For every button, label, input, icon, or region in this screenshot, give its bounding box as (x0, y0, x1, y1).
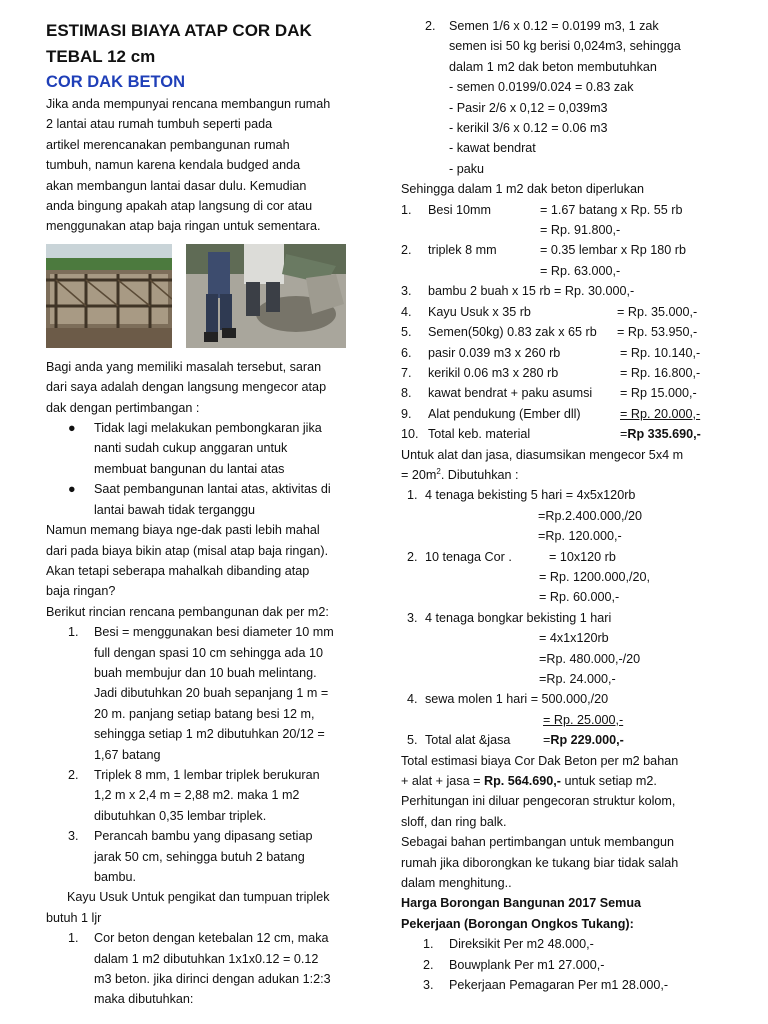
semen-list (401, 16, 723, 179)
workers-pouring-concrete-photo (186, 244, 346, 348)
labor-list (401, 485, 723, 750)
list-item: 2. Triplek 8 mm, 1 lembar triplek berukuran 1,2 m x 2,4 m = 2,88 m2. maka 1 m2 dibutuhkan 0,35 lembar triplek. (68, 767, 320, 823)
list-item: 6. pasir 0.039 m3 x 260 rb = Rp. 10.140,- (401, 345, 701, 360)
list-item: 9. Alat pendukung (Ember dll) = Rp. 20.000,- (401, 406, 701, 421)
consider-paragraph: Sebagai bahan pertimbangan untuk membangun rumah jika diborongkan ke tukang biar tidak salah dalam menghitung.. (401, 835, 679, 891)
list-item: 1. Besi 10mm = 1.67 batang x Rp. 55 rb = Rp. 91.800,- (401, 202, 683, 238)
beton-list (46, 928, 370, 1010)
harga-list (401, 934, 723, 995)
plan-list (46, 622, 370, 887)
however-paragraph: Namun memang biaya nge-dak pasti lebih mahal dari pada biaya bikin atap (misal atap baja ringan). Akan tetapi seberapa mahalkah dibanding atap baja ringan? Berikut rincian rencana pembangunan dak per m2: (46, 523, 329, 619)
needed-heading: Sehingga dalam 1 m2 dak beton diperlukan (401, 182, 644, 197)
list-item: 5. Total alat &jasa = Rp 229.000,- (401, 730, 723, 750)
list-item: 7. kerikil 0.06 m3 x 280 rb = Rp. 16.800,- (401, 365, 701, 380)
list-item: 3. 4 tenaga bongkar bekisting 1 hari = 4x1x120rb =Rp. 480.000,-/20 =Rp. 24.000,- (407, 610, 641, 686)
list-item: 2. Semen 1/6 x 0.12 = 0.0199 m3, 1 zak semen isi 50 kg berisi 0,024m3, sehingga dalam 1 m2 dak beton membutuhkan - semen 0.0199/0.024 = 0.83 zak - Pasir 2/6 x 0,12 = 0,039m3 - kerikil 3/6 x 0.12 = 0.06 m3 - kawat bendrat - paku (425, 19, 681, 176)
page-title: ESTIMASI BIAYA ATAP COR DAK TEBAL 12 cm (46, 21, 312, 66)
exclusion-paragraph: Perhitungan ini diluar pengecoran struktur kolom, sloff, dan ring balk. (401, 794, 676, 829)
labor-intro: Untuk alat dan jasa, diasumsikan mengecor 5x4 m = $20m^2$. Dibutuhkan : (401, 447, 684, 482)
list-item: ● Saat pembangunan lantai atas, aktivitas di lantai bawah tidak terganggu (46, 479, 370, 520)
list-item: 4. Kayu Usuk x 35 rb = Rp. 35.000,- (401, 304, 698, 319)
photo-row (46, 244, 370, 354)
list-item: 1. Direksikit Per m2 48.000,- (423, 937, 594, 952)
list-item: 3. Pekerjaan Pemagaran Per m1 28.000,- (423, 978, 669, 993)
list-item: 1. Cor beton dengan ketebalan 12 cm, maka dalam 1 m2 dibutuhkan 1x1x0.12 = 0.12 m3 beton. jika dirinci dengan adukan 1:2:3 maka dibutuhkan: (68, 931, 331, 1007)
list-item: 10. Total keb. material = Rp 335.690,- (401, 424, 723, 444)
list-item: 3. Perancah bambu yang dipasang setiap jarak 50 cm, sehingga butuh 2 batang bambu. (68, 829, 313, 884)
harga-heading: Harga Borongan Bangunan 2017 Semua Pekerjaan (Borongan Ongkos Tukang): (401, 896, 642, 931)
list-item: 2. triplek 8 mm = 0.35 lembar x Rp 180 rb = Rp. 63.000,- (401, 243, 686, 278)
construction-site-photo (46, 244, 172, 348)
list-item: 3. bambu 2 buah x 15 rb = Rp. 30.000,- (401, 284, 635, 299)
intro-paragraph: Jika anda mempunyai rencana membangun rumah 2 lantai atau rumah tumbuh seperti pada artikel merencanakan pembangunan rumah tumbuh, namun karena kendala budged anda akan membangun lantai dasar dulu. Kemudian anda bingung apakah atap langsung di cor atau menggunakan atap baja ringan untuk sementara. (46, 97, 331, 234)
estimate-paragraph: Total estimasi biaya Cor Dak Beton per m2 bahan + alat + jasa = Rp. 564.690,- untuk setiap m2. (401, 753, 679, 789)
list-item: 2. Bouwplank Per m1 27.000,- (423, 957, 605, 972)
section-subtitle: COR DAK BETON (46, 73, 186, 91)
grand-total-value: Rp. 564.690,- (483, 774, 561, 789)
consideration-list (46, 418, 370, 520)
list-item: 5. Semen(50kg) 0.83 zak x 65 rb = Rp. 53.950,- (401, 325, 698, 340)
advice-paragraph: Bagi anda yang memiliki masalah tersebut, saran dari saya adalah dengan langsung mengecor atap dak dengan pertimbangan : (46, 359, 327, 415)
material-total-value: Rp 335.690,- (627, 427, 701, 442)
list-item: 1. Besi = menggunakan besi diameter 10 mm full dengan spasi 10 cm sehingga ada 10 buah membujur dan 10 buah melintang. Jadi dibutuhkan 20 buah sepanjang 1 m = 20 m. panjang setiap batang besi 12 m, sehingga setiap 1 m2 dibutuhkan 20/12 = 1,67 batang (68, 625, 334, 762)
usuk-paragraph: Kayu Usuk Untuk pengikat dan tumpuan triplek butuh 1 ljr (46, 890, 330, 925)
right-column (401, 16, 723, 996)
list-item: ● Tidak lagi melakukan pembongkaran jika nanti sudah cukup anggaran untuk membuat bangunan du lantai atas (46, 418, 370, 479)
list-item: 1. 4 tenaga bekisting 5 hari = 4x5x120rb =Rp.2.400.000,/20 =Rp. 120.000,- (407, 488, 642, 544)
left-column (46, 0, 370, 1010)
list-item: 2. 10 tenaga Cor . = 10x120 rb = Rp. 1200.000,/20, = Rp. 60.000,- (407, 549, 650, 605)
labor-total-value: Rp 229.000,- (550, 733, 624, 748)
bullet-icon: ● (68, 421, 76, 436)
list-item: 8. kawat bendrat + paku asumsi = Rp 15.000,- (401, 386, 697, 401)
list-item: 4. sewa molen 1 hari = 500.000,/20 = Rp. 25.000,- (407, 692, 624, 727)
bullet-icon: ● (68, 482, 76, 497)
material-cost-list (401, 200, 723, 445)
